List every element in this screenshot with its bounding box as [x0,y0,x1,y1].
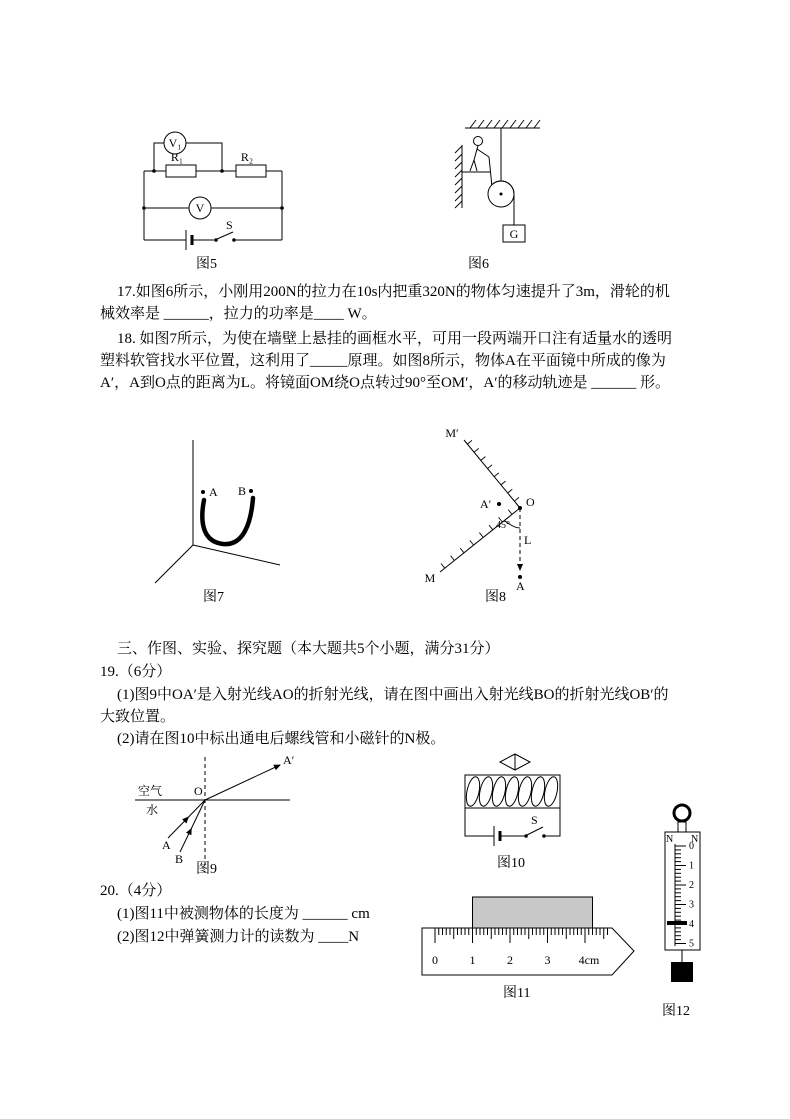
figure-10-solenoid-diagram [448,748,583,856]
water-label: 水 [146,803,159,817]
junction-node [142,206,146,210]
question-20-part2: (2)图12中弹簧测力计的读数为 ____N [117,929,360,945]
question-19-part1: (1)图9中OA′是入射光线AO的折射光线，请在图中画出入射光线BO的折射光线OB′的大致位置。 [100,687,669,725]
ruler-number-1: 1 [469,953,476,967]
resistor-r2-label: R₂ [240,150,254,164]
water-tube [202,498,253,544]
measured-object [473,897,593,928]
figure-11-caption: 图11 [503,986,531,1001]
scale-number-1: 1 [689,860,694,872]
point-o-label: O [194,784,203,798]
incident-ray-a [168,817,188,838]
mirror-om-hatching [441,510,512,569]
junction-node [152,169,156,173]
point-b-dot [249,489,253,493]
scale-number-3: 3 [689,899,694,911]
m-label: M [424,571,436,585]
figure-12-spring-scale [655,800,710,1005]
figure-8-caption: 图8 [485,590,506,605]
junction-node [280,206,284,210]
figure-9-caption: 图9 [196,862,217,877]
refracted-ray-oa-prime [205,765,280,800]
question-17: 17.如图6所示，小刚用200N的拉力在10s内把重320N的物体匀速提升了3m，滑轮的机械效率是 ______，拉力的功率是____ W。 [100,284,670,322]
coil-windings [464,776,560,808]
wall-hatching [455,146,462,208]
question-19-part2: (2)请在图10中标出通电后螺线管和小磁针的N极。 [117,731,446,747]
mirror-om-prime [464,440,520,508]
distance-l-label: L [524,533,532,547]
point-a-label: A [516,579,525,593]
figure-7-wall-tube-diagram [148,432,293,592]
image-a-prime-dot [497,502,501,506]
ceiling-hatching [470,120,540,128]
scale-number-4: 4 [689,919,694,930]
unit-n-left: N [666,834,674,845]
voltmeter-v1-label: V₁ [168,136,182,150]
figure-6-caption: 图6 [468,257,489,272]
compass-needle [500,754,530,770]
resistor-r1 [166,165,196,177]
figure-5-caption: 图5 [196,257,217,272]
circuit-wires [144,143,282,240]
question-19-number: 19.（6分） [100,664,172,680]
scale-number-0: 0 [689,841,694,852]
angle-45-label: 45° [496,520,510,531]
section-3-title: 三、作图、实验、探究题（本大题共5个小题，满分31分） [117,641,500,657]
mirror-om [440,508,520,572]
figure-6-pulley-diagram [428,116,543,261]
question-20-part1: (1)图11中被测物体的长度为 ______ cm [117,906,370,922]
switch-label: S [531,813,538,827]
circuit-wires [465,808,560,836]
figure-5-circuit-diagram [130,126,295,261]
figure-9-refraction-diagram [122,750,297,868]
ruler-number-3: 3 [544,953,551,967]
incident-ray-b [180,829,191,852]
question-18: 18. 如图7所示，为使在墙壁上悬挂的画框水平，可用一段两端开口注有适量水的透明塑料软管找水平位置，这利用了_____原理。如图8所示，物体A在平面镜中所成的像为A′，A到O点的距离为L。将镜面OM绕O点转过90°至OM′，A′的移动轨迹是 ______ 形。 [100,331,673,391]
mirror-om-prime-hatching [467,440,519,501]
switch-symbol [524,827,546,838]
battery-symbol [186,230,192,250]
image-a-prime-label: A′ [480,497,492,511]
refracted-ray-label: A′ [283,753,295,767]
figure-11-ruler-measurement [412,890,637,985]
ray-b-label: B [175,852,184,866]
point-o-label: O [526,495,535,509]
scale-stem [678,822,686,832]
m-prime-label: M′ [445,426,459,440]
switch-symbol [214,232,236,242]
resistor-r1-label: R₁ [170,150,184,164]
air-label: 空气 [138,784,163,798]
figure-12-caption: 图12 [662,1004,690,1019]
resistor-r2 [236,165,266,177]
incident-ray-a-tail [188,800,205,817]
scale-pointer [667,921,687,925]
point-a-dot [201,490,205,494]
figure-10-caption: 图10 [497,856,525,871]
switch-label: S [226,218,233,232]
unit-n-right: N [691,834,699,845]
point-a-label: A [209,485,218,499]
ruler-number-2: 2 [507,953,513,967]
voltmeter-v-label: V [195,201,205,215]
scale-number-2: 2 [689,880,694,891]
junction-node [220,169,224,173]
scale-body [665,832,700,950]
incident-ray-b-tail [191,800,205,829]
person-figure [470,137,489,172]
weight-label: G [509,227,519,241]
point-b-label: B [238,484,247,498]
scale-ring [674,805,690,821]
ruler-number-0: 0 [432,953,438,967]
figure-8-mirror-diagram [402,424,552,592]
question-20-number: 20.（4分） [100,883,172,899]
ray-a-label: A [162,838,171,852]
battery-symbol [494,826,500,846]
hanging-weight [671,962,693,982]
scale-number-5: 5 [689,938,694,950]
figure-7-caption: 图7 [203,590,224,605]
pulley-axle [500,193,503,196]
ruler-number-4cm: 4cm [578,953,600,967]
wall-corner-lines [155,440,280,583]
